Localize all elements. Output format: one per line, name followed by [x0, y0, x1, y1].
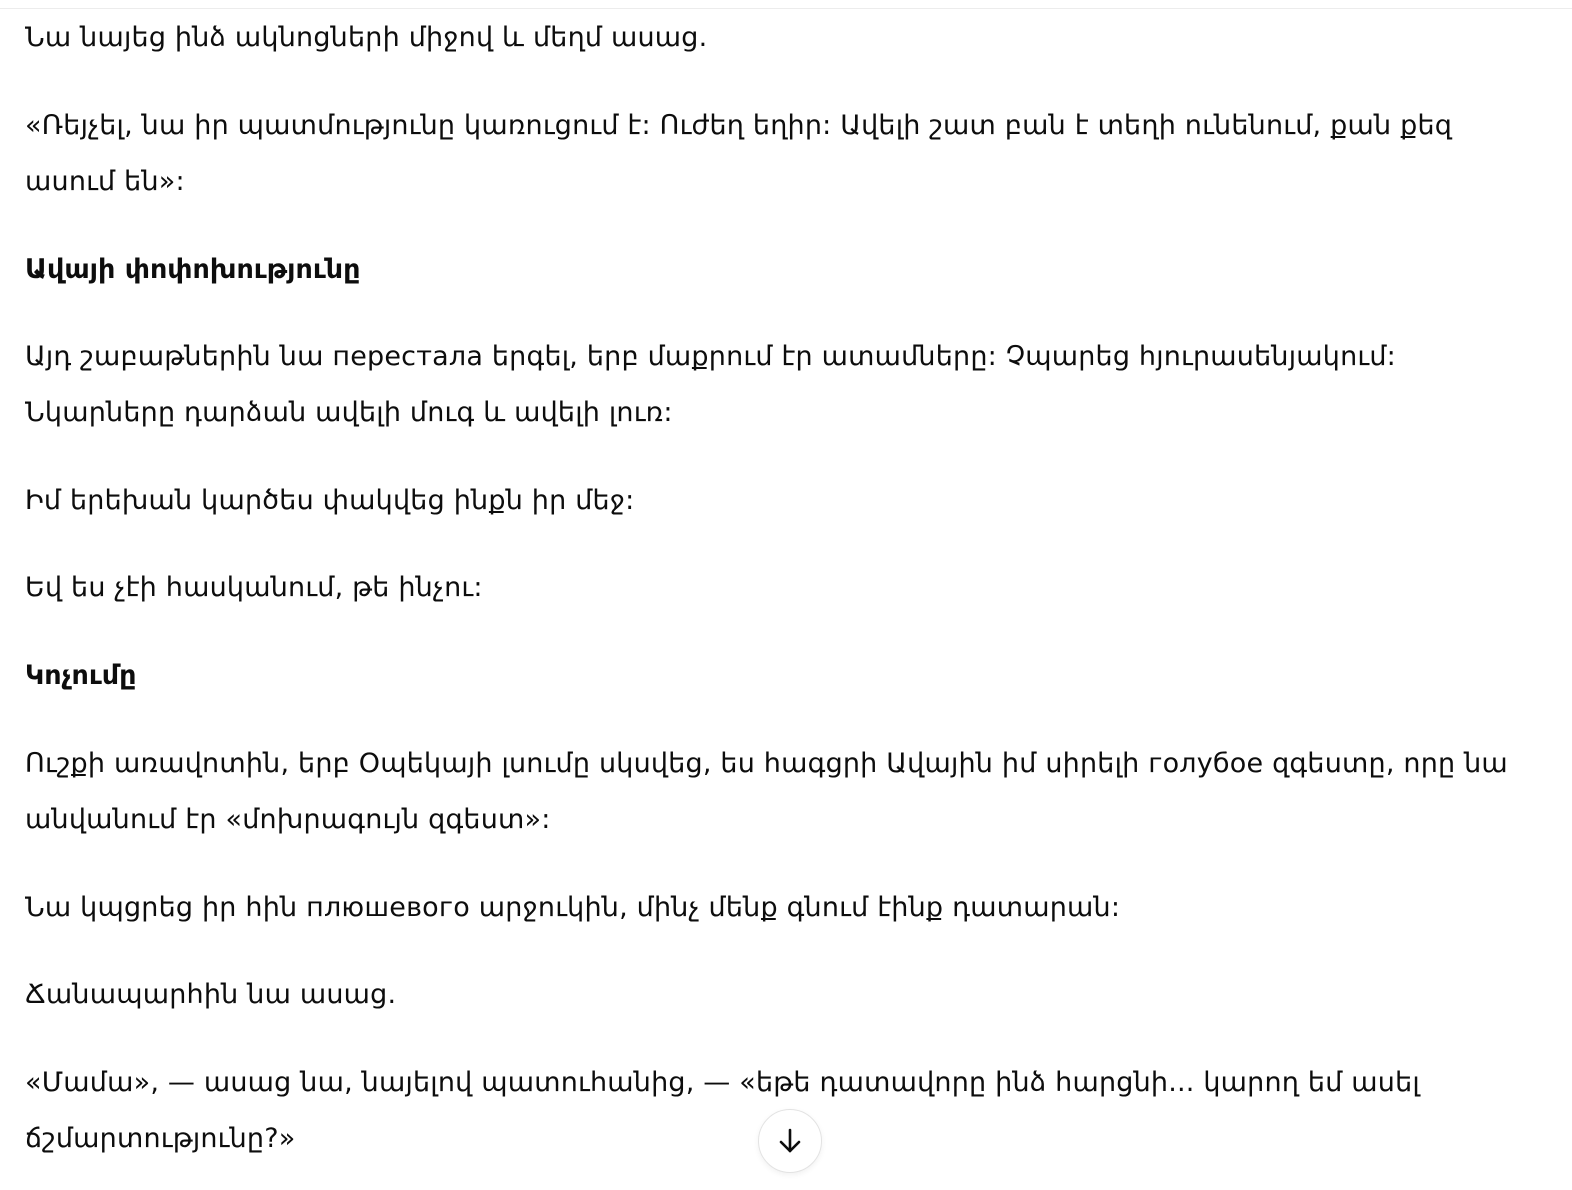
paragraph: Նա կպցրեց իր հին плюшевого արջուկին, մինչ մենք գնում էինք դատարան: [25, 892, 1121, 923]
paragraph: «Ռեյչել, նա իր պատմությունը կառուցում է: Ուժեղ եղիր: Ավելի շատ բան է տեղի ունենում, քան քեզ ասում են»: [25, 110, 1453, 197]
paragraph: Ճանապարհին նա ասաց. [25, 979, 397, 1010]
section-heading: Ավայի փոփոխությունը [25, 254, 361, 285]
section-heading: Կոչումը [25, 660, 137, 691]
paragraph: Իմ երեխան կարծես փակվեց ինքն իր մեջ: [25, 485, 635, 516]
paragraph: Ուշքի առավոտին, երբ Օպեկայի լսումը սկսվեց, ես հագցրի Ավային իմ սիրելի голубое զգեստը, որը նա անվանում էր «մոխրագույն զգեստ»: [25, 748, 1508, 835]
top-divider [0, 0, 1572, 9]
paragraph: Եվ ես չէի հասկանում, թե ինչու: [25, 572, 483, 603]
paragraph: Այդ շաբաթներին նա перестала երգել, երբ մաքրում էր ատամները: Չպարեց հյուրասենյակում: Նկարները դարձան ավելի մուգ և ավելի լուռ: [25, 341, 1396, 428]
paragraph: «Մամա», — ասաց նա, նայելով պատուհանից, — «եթե դատավորը ինձ հարցնի... կարող եմ ասել ճշմարտությունը?» [25, 1067, 1420, 1154]
arrow-down-icon [775, 1126, 805, 1156]
scroll-to-bottom-button[interactable] [758, 1109, 822, 1173]
paragraph: Նա նայեց ինձ ակնոցների միջով և մեղմ ասաց. [25, 22, 708, 53]
